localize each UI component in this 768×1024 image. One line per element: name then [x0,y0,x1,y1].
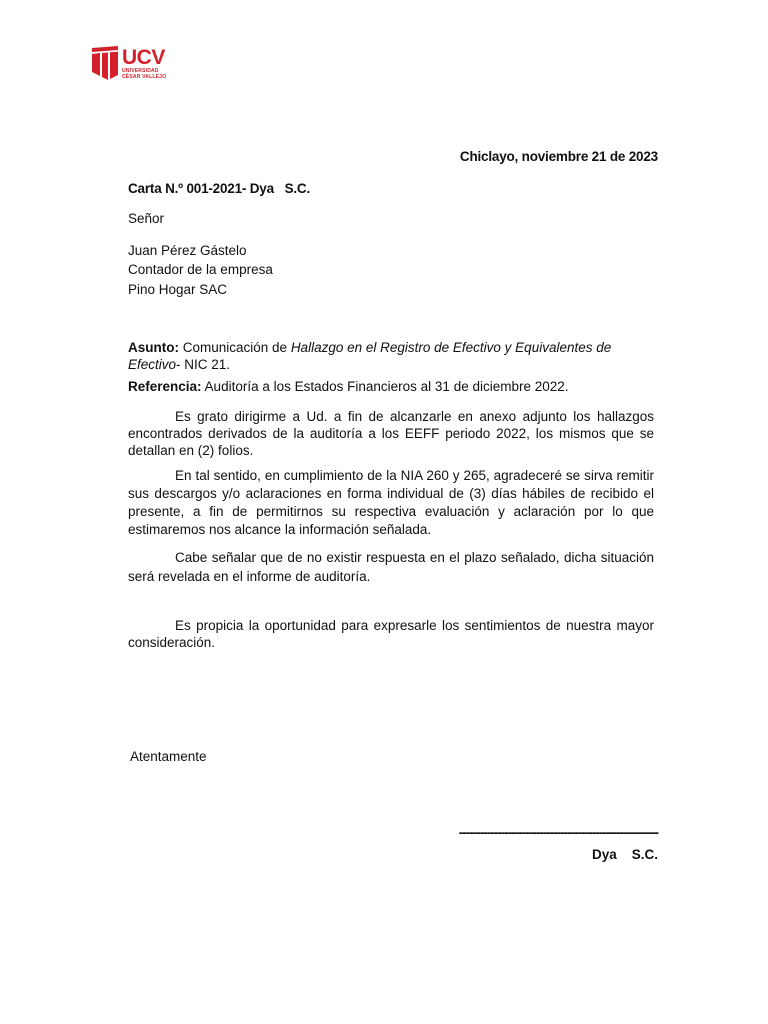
subject-italic: Hallazgo en el Registro de Efectivo y Equivalentes de Efectivo [128,340,612,372]
body-paragraph-1 [128,408,654,459]
subject-post: - NIC 21. [176,357,231,372]
signature-line: --------------------------------------------------------- [458,825,658,840]
ucv-logo [92,46,166,80]
reference-line [128,378,654,395]
ucv-shield-icon [92,46,118,80]
body-paragraph-2 [128,467,654,539]
body-paragraph-3 [128,548,654,586]
recipient-name: Juan Pérez Gástelo [128,243,247,258]
letter-date: Chiclayo, noviembre 21 de 2023 [459,149,658,164]
paragraph-text: Es propicia la oportunidad para expresarle los sentimientos de nuestra mayor consideración. [128,618,654,650]
closing: Atentamente [130,749,207,764]
subject-pre: Comunicación de [179,340,291,355]
subject-label: Asunto: [128,340,179,355]
reference-label: Referencia: [128,379,202,394]
body-paragraph-4 [128,617,654,651]
paragraph-text: En tal sentido, en cumplimiento de la NIA 260 y 265, agradeceré se sirva remitir sus descargos y/o aclaraciones en forma individual de (3) días hábiles de recibido el presente, a fin de permitirnos su respectiva evaluación y aclaración por lo que estimaremos nos alcance la información señalada. [128,468,654,537]
letter-reference-number: Carta N.º 001-2021- Dya S.C. [128,181,311,196]
salutation: Señor [128,211,165,226]
recipient-company: Pino Hogar SAC [128,282,228,297]
paragraph-text: Cabe señalar que de no existir respuesta en el plazo señalado, dicha situación será revelada en el informe de auditoría. [128,550,654,584]
recipient-role: Contador de la empresa [128,262,273,277]
subject-line [128,339,654,373]
signature-name: Dya S.C. [591,847,658,862]
paragraph-text: Es grato dirigirme a Ud. a fin de alcanzarle en anexo adjunto los hallazgos encontrados derivados de la auditoría a los EEFF periodo 2022, los mismos que se detallan en (2) folios. [128,409,654,458]
reference-text: Auditoría a los Estados Financieros al 31 de diciembre 2022. [201,379,569,394]
logo-subtitle-2: CÉSAR VALLEJO [122,73,167,80]
logo-title: UCV [122,45,165,69]
logo-subtitle-1: UNIVERSIDAD [122,67,159,74]
